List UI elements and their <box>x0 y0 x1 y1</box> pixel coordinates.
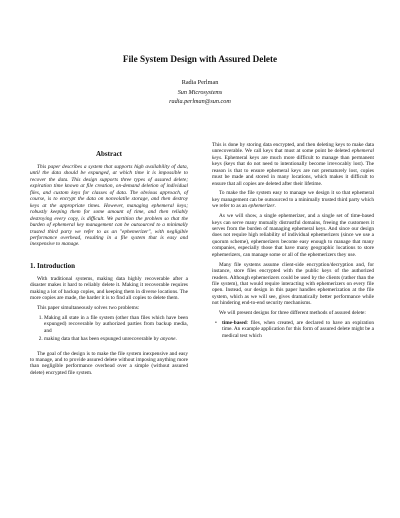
right-paragraph-1-end: . Ephemeral keys are much more difficult to manage than permanent keys (keys that do not need to intentionally become irrevocably lost). The reason is that to ensure ephemeral keys are not prematurely lost, copies must be made and stored in many locations, which makes it difficult to ensure that all copies are deleted after their lifetime. <box>212 154 374 187</box>
intro-paragraph-3: The goal of the design is to make the file system inexpensive and easy to manage, and to provide assured delete without imposing anything more than negligible performance overhead over a simple (without assured delete) encrypted file system. <box>30 350 188 376</box>
author-affiliation: Sun Microsystems <box>177 88 223 96</box>
right-paragraph-1 <box>212 142 374 187</box>
time-based-term: time-based <box>222 319 247 326</box>
right-paragraph-2 <box>212 190 374 209</box>
right-paragraph-2-end: . <box>274 203 276 210</box>
delete-method-time-based <box>215 319 374 339</box>
problem-list-item-2-emphasis: anyone <box>160 336 176 343</box>
right-column <box>212 142 374 339</box>
author-email: radia.perlman@sun.com <box>169 98 231 105</box>
author-block <box>0 78 400 107</box>
ephemeral-keys-term: ephemeral keys <box>212 148 374 161</box>
right-paragraph-2-start: To make the file system easy to manage we design it so that ephemeral key management can be outsourced to a minimally trusted third party which we refer to as an <box>212 190 374 210</box>
intro-heading: 1. Introduction <box>30 261 75 270</box>
author-name: Radia Perlman <box>181 79 219 86</box>
time-based-description: : files, when created, are declared to have an expiration time. An example application for this form of assured delete might be a medical test which <box>222 319 374 339</box>
problem-list-item-1: 1. Making all state in a file system (other than files which have been expunged) recoverable by authorized parties from backup media, and <box>44 315 188 334</box>
problem-list-item-2 <box>44 336 188 342</box>
abstract-heading: Abstract <box>95 150 123 158</box>
left-column <box>30 142 188 380</box>
ephemerizer-term: ephemerizer <box>248 203 275 210</box>
right-paragraph-3: As we will show, a single ephemerizer, and a single set of time-based keys can serve many mutually distrustful domains, freeing the customers it serves from the burden of managing ephemeral keys. And since our design does not require high reliability of individual ephemerizers (since we use a quorum scheme), ephemerizers become easy enough to manage that many companies, especially those that have many geographic locations to store ephemerizers, can manage some or all of the ephemerizers they use. <box>212 213 374 258</box>
right-paragraph-1-start: This is done by storing data encrypted, and then deleting keys to make data unrecoverable. We call keys that must at some point be deleted <box>212 142 374 155</box>
right-paragraph-4: Many file systems assume client-side encryption/decryption and, for instance, store files encrypted with the public keys of the authorized readers. Although ephemerizers could be used by the clients (rather than the file system), that would require interacting with ephemerizers on every file open. Instead, our design in this paper handles ephemerization at the file system, which as we will see, gives dramatically better performance while not hindering end-to-end security mechanisms. <box>212 261 374 307</box>
bullet-mark: • <box>215 319 217 326</box>
abstract-text: This paper describes a system that supports high availability of data, until the data should be expunged, at which time it is impossible to recover the data. This design supports three types of assured delete; expiration time known at file creation, on-demand deletion of individual files, and custom keys for classes of data. The obvious approach, of course, is to encrypt the data on nonvolatile storage, and then destroy keys at the appropriate times. However, managing ephemeral keys; robustly keeping them for some amount of time, and then reliably destroying every copy, is difficult. We partition the problem so that the burden of ephemeral key management can be outsourced to a minimally trusted third party we refer to as an "ephemerizer", with negligible performance overhead, resulting in a file system that is easy and inexpensive to manage. <box>30 164 188 248</box>
paper-title: File System Design with Assured Delete <box>122 54 278 64</box>
problem-list-item-2-text: making data that has been expunged unrecoverable by <box>44 336 161 343</box>
intro-paragraph-1: With traditional systems, making data highly recoverable after a disaster makes it hard to reliably delete it. Making it recoverable requires making a lot of backup copies, and keeping them in diverse locations. The more copies are made, the harder it is to find all copies to delete them. <box>30 275 188 302</box>
delete-methods-list <box>212 320 374 339</box>
intro-paragraph-2: This paper simultaneously solves two problems: <box>37 305 140 311</box>
right-paragraph-5: We will present designs for three different methods of assured delete: <box>219 310 366 317</box>
problem-list <box>30 315 188 343</box>
problem-list-item-2-period: . <box>175 336 177 343</box>
